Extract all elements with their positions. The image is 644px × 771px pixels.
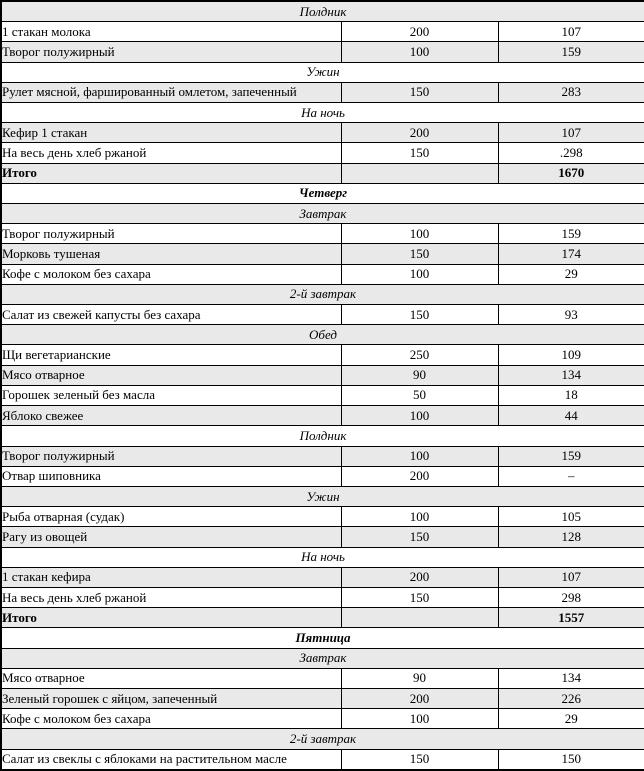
dish-name-cell: Салат из свежей капусты без сахара bbox=[1, 305, 341, 325]
table-row bbox=[1, 62, 644, 82]
meal-header-cell: Полдник bbox=[1, 1, 644, 22]
table-row bbox=[1, 204, 644, 224]
amount-cell: 150 bbox=[341, 82, 498, 102]
dish-name-cell: Рыба отварная (судак) bbox=[1, 507, 341, 527]
calories-cell: 150 bbox=[498, 749, 644, 770]
table-row bbox=[1, 305, 644, 325]
table-row bbox=[1, 446, 644, 466]
meal-header-cell: Ужин bbox=[1, 62, 644, 82]
table-row bbox=[1, 103, 644, 123]
table-row bbox=[1, 325, 644, 345]
table-row bbox=[1, 143, 644, 163]
total-label-cell: Итого bbox=[1, 163, 341, 183]
table-row bbox=[1, 668, 644, 688]
table-row bbox=[1, 163, 644, 183]
calories-cell: 105 bbox=[498, 507, 644, 527]
table-row bbox=[1, 527, 644, 547]
dish-name-cell: Щи вегетарианские bbox=[1, 345, 341, 365]
amount-cell: 150 bbox=[341, 244, 498, 264]
amount-cell: 250 bbox=[341, 345, 498, 365]
amount-cell: 200 bbox=[341, 123, 498, 143]
table-row bbox=[1, 244, 644, 264]
calories-cell: 29 bbox=[498, 264, 644, 284]
amount-cell: 200 bbox=[341, 22, 498, 42]
table-row bbox=[1, 729, 644, 749]
table-row bbox=[1, 547, 644, 567]
amount-cell: 90 bbox=[341, 668, 498, 688]
calories-cell: 1670 bbox=[498, 163, 644, 183]
meal-header-cell: На ночь bbox=[1, 547, 644, 567]
meal-header-cell: 2-й завтрак bbox=[1, 729, 644, 749]
amount-cell: 100 bbox=[341, 224, 498, 244]
meal-header-cell: Завтрак bbox=[1, 204, 644, 224]
table-row bbox=[1, 345, 644, 365]
amount-cell: 90 bbox=[341, 365, 498, 385]
table-body bbox=[1, 1, 644, 770]
table-row bbox=[1, 709, 644, 729]
amount-cell: 100 bbox=[341, 446, 498, 466]
table-row bbox=[1, 628, 644, 648]
amount-cell: 100 bbox=[341, 406, 498, 426]
dish-name-cell: Рагу из овощей bbox=[1, 527, 341, 547]
amount-cell: 150 bbox=[341, 587, 498, 607]
dish-name-cell: Зеленый горошек с яйцом, запеченный bbox=[1, 688, 341, 708]
table-row bbox=[1, 486, 644, 506]
dish-name-cell: 1 стакан кефира bbox=[1, 567, 341, 587]
meal-header-cell: 2-й завтрак bbox=[1, 284, 644, 304]
dish-name-cell: Рулет мясной, фаршированный омлетом, запеченный bbox=[1, 82, 341, 102]
amount-cell: 150 bbox=[341, 749, 498, 770]
dish-name-cell: Творог полужирный bbox=[1, 224, 341, 244]
table-row bbox=[1, 648, 644, 668]
table-row bbox=[1, 406, 644, 426]
amount-cell: 100 bbox=[341, 709, 498, 729]
table-row bbox=[1, 587, 644, 607]
dish-name-cell: На весь день хлеб ржаной bbox=[1, 143, 341, 163]
dish-name-cell: Отвар шиповника bbox=[1, 466, 341, 486]
dish-name-cell: Морковь тушеная bbox=[1, 244, 341, 264]
table-row bbox=[1, 42, 644, 62]
dish-name-cell: Мясо отварное bbox=[1, 365, 341, 385]
table-row bbox=[1, 466, 644, 486]
table-row bbox=[1, 224, 644, 244]
calories-cell: 107 bbox=[498, 22, 644, 42]
calories-cell: 226 bbox=[498, 688, 644, 708]
calories-cell: – bbox=[498, 466, 644, 486]
table-row bbox=[1, 82, 644, 102]
amount-cell: 200 bbox=[341, 466, 498, 486]
meal-header-cell: Завтрак bbox=[1, 648, 644, 668]
calories-cell: 93 bbox=[498, 305, 644, 325]
table-row bbox=[1, 567, 644, 587]
calories-cell: 1557 bbox=[498, 608, 644, 628]
dish-name-cell: Горошек зеленый без масла bbox=[1, 385, 341, 405]
table-row bbox=[1, 365, 644, 385]
calories-cell: 107 bbox=[498, 123, 644, 143]
calories-cell: 134 bbox=[498, 365, 644, 385]
dish-name-cell: Творог полужирный bbox=[1, 446, 341, 466]
dish-name-cell: 1 стакан молока bbox=[1, 22, 341, 42]
table-row bbox=[1, 22, 644, 42]
table-row bbox=[1, 426, 644, 446]
calories-cell: 128 bbox=[498, 527, 644, 547]
table-row bbox=[1, 385, 644, 405]
amount-cell: 100 bbox=[341, 507, 498, 527]
dish-name-cell: Мясо отварное bbox=[1, 668, 341, 688]
table-row bbox=[1, 507, 644, 527]
calories-cell: 159 bbox=[498, 446, 644, 466]
calories-cell: 159 bbox=[498, 224, 644, 244]
calories-cell: 159 bbox=[498, 42, 644, 62]
dish-name-cell: Кефир 1 стакан bbox=[1, 123, 341, 143]
day-header-cell: Пятница bbox=[1, 628, 644, 648]
calories-cell: 109 bbox=[498, 345, 644, 365]
amount-cell bbox=[341, 608, 498, 628]
calories-cell: 174 bbox=[498, 244, 644, 264]
amount-cell: 50 bbox=[341, 385, 498, 405]
dish-name-cell: Яблоко свежее bbox=[1, 406, 341, 426]
amount-cell: 100 bbox=[341, 42, 498, 62]
table-row bbox=[1, 183, 644, 203]
table-row bbox=[1, 608, 644, 628]
table-row bbox=[1, 123, 644, 143]
table-row bbox=[1, 284, 644, 304]
calories-cell: 298 bbox=[498, 587, 644, 607]
amount-cell: 100 bbox=[341, 264, 498, 284]
amount-cell bbox=[341, 163, 498, 183]
calories-cell: 283 bbox=[498, 82, 644, 102]
dish-name-cell: Салат из свеклы с яблоками на растительном масле bbox=[1, 749, 341, 770]
table-row bbox=[1, 1, 644, 22]
amount-cell: 150 bbox=[341, 143, 498, 163]
table-row bbox=[1, 688, 644, 708]
meal-header-cell: На ночь bbox=[1, 103, 644, 123]
table-row bbox=[1, 749, 644, 770]
dish-name-cell: Творог полужирный bbox=[1, 42, 341, 62]
amount-cell: 200 bbox=[341, 567, 498, 587]
dish-name-cell: Кофе с молоком без сахара bbox=[1, 264, 341, 284]
amount-cell: 150 bbox=[341, 527, 498, 547]
meal-header-cell: Обед bbox=[1, 325, 644, 345]
day-header-cell: Четверг bbox=[1, 183, 644, 203]
calories-cell: .298 bbox=[498, 143, 644, 163]
amount-cell: 200 bbox=[341, 688, 498, 708]
dish-name-cell: Кофе с молоком без сахара bbox=[1, 709, 341, 729]
calories-cell: 18 bbox=[498, 385, 644, 405]
dish-name-cell: На весь день хлеб ржаной bbox=[1, 587, 341, 607]
amount-cell: 150 bbox=[341, 305, 498, 325]
meal-header-cell: Ужин bbox=[1, 486, 644, 506]
calories-cell: 29 bbox=[498, 709, 644, 729]
calories-cell: 134 bbox=[498, 668, 644, 688]
calories-cell: 107 bbox=[498, 567, 644, 587]
total-label-cell: Итого bbox=[1, 608, 341, 628]
table-row bbox=[1, 264, 644, 284]
calories-cell: 44 bbox=[498, 406, 644, 426]
meal-header-cell: Полдник bbox=[1, 426, 644, 446]
